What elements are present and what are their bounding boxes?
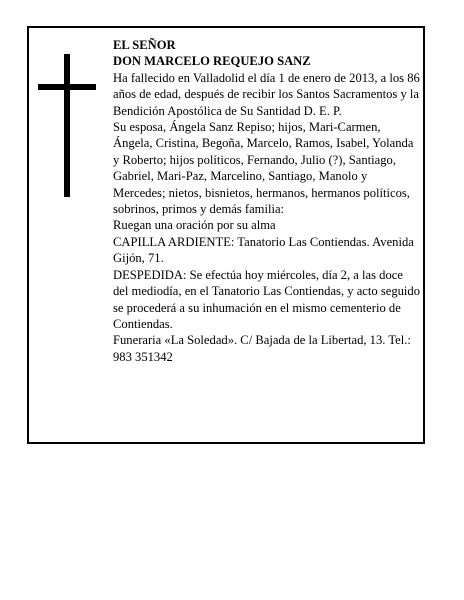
latin-cross-icon [38, 54, 96, 197]
farewell-info: DESPEDIDA: Se efectúa hoy miércoles, día 2, a las doce del mediodía, en el Tanatorio Las Contiendas, y acto seguido se procederá a su inhumación en el mismo cementerio de Contiendas. [113, 267, 421, 331]
death-announcement: Ha fallecido en Valladolid el día 1 de enero de 2013, a los 86 años de edad, después de recibir los Santos Sacramentos y la Bendición Apostólica de Su Santidad D. E. P. [113, 70, 420, 118]
cross-vertical-bar [64, 54, 70, 197]
deceased-name: DON MARCELO REQUEJO SANZ [113, 54, 311, 69]
chapel-info: CAPILLA ARDIENTE: Tanatorio Las Contiendas. Avenida Gijón, 71. [113, 234, 414, 266]
deceased-title: EL SEÑOR [113, 38, 176, 52]
obituary-text [113, 37, 421, 365]
prayer-request: Ruegan una oración por su alma [113, 218, 276, 233]
family-list: Su esposa, Ángela Sanz Repiso; hijos, Mari-Carmen, Ángela, Cristina, Begoña, Marcelo, Ramos, Isabel, Yolanda y Roberto; hijos políticos, Fernando, Julio (?), Santiago, Gabriel, Mari-Paz, Marcelino, Santiago, Manolo y Mercedes; nietos, bisnietos, hermanos, hermanos políticos, sobrinos, primos y demás familia: [113, 120, 414, 217]
cross-horizontal-bar [38, 84, 96, 90]
funeral-home-info: Funeraria «La Soledad». C/ Bajada de la Libertad, 13. Tel.: 983 351342 [113, 333, 411, 364]
